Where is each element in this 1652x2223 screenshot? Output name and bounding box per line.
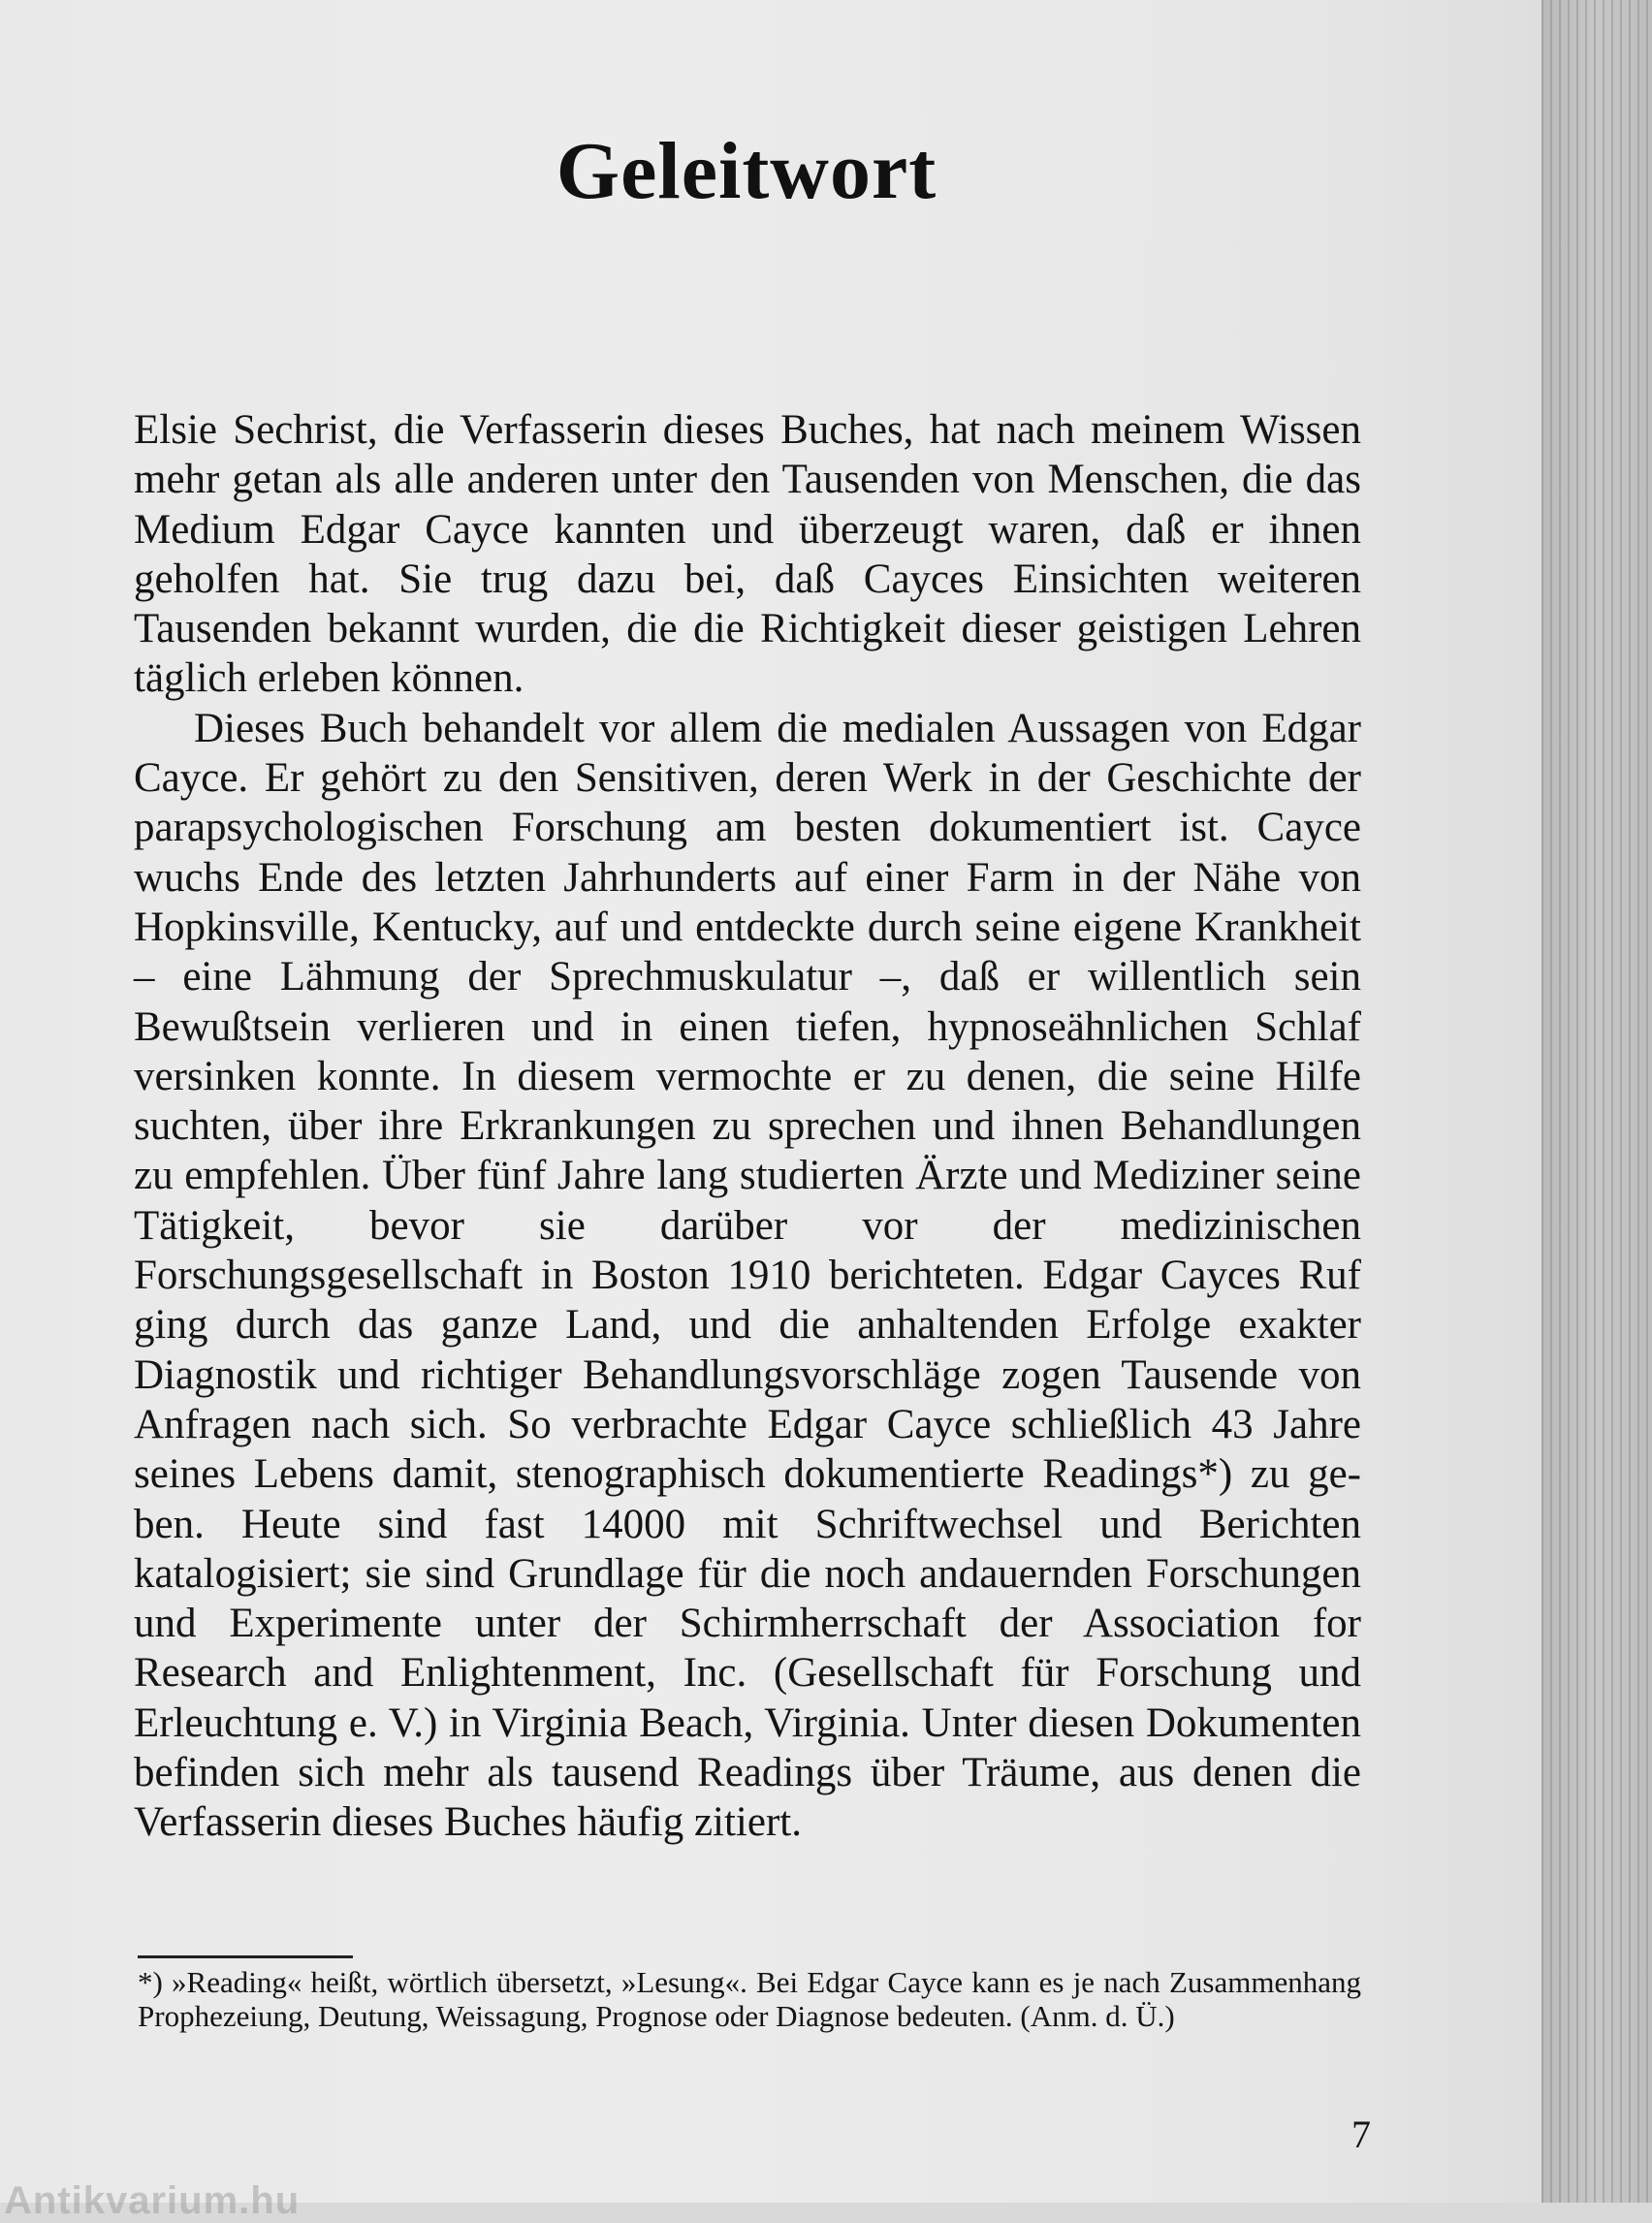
page-number: 7: [1351, 2112, 1371, 2156]
page-stack-edge: [1541, 0, 1652, 2203]
footnote: *) »Reading« heißt, wörtlich übersetzt, »Lesung«. Bei Edgar Cayce kann es je nach Zusammenhang Prophezeiung, Deutung, Weissagung, Prognose oder Diagnose bedeuten. (Anm. d. Ü.): [138, 1965, 1361, 2033]
paragraph-1: Elsie Sechrist, die Verfasserin dieses Buches, hat nach meinem Wissen mehr getan als alle anderen unter den Tausenden von Menschen, die das Medium Edgar Cayce kannten und überzeugt waren, daß er ihnen geholfen hat. Sie trug dazu bei, daß Cayces Einsichten weiteren Tausenden bekannt wurden, die die Richtigkeit dieser geistigen Lehren täglich erleben können.: [134, 407, 1361, 702]
footnote-rule: [138, 1955, 353, 1958]
watermark: Antikvarium.hu: [4, 2179, 301, 2222]
body-text: [134, 405, 1361, 1848]
page-title: Geleitwort: [556, 126, 937, 217]
paragraph-2: Dieses Buch behandelt vor allem die medialen Aussagen von Edgar Cayce. Er gehört zu den Sensitiven, deren Werk in der Geschichte der parapsychologischen Forschung am besten dokumentiert ist. Cayce wuchs Ende des letzten Jahrhunderts auf einer Farm in der Nähe von Hopkinsville, Kentucky, auf und entdeckte durch seine eigene Krankheit – eine Lähmung der Sprechmuskulatur –, daß er willentlich sein Bewußtsein verlieren und in einen tiefen, hypnoseähnlichen Schlaf versinken konnte. In diesem vermochte er zu denen, die seine Hilfe suchten, über ihre Erkrankungen zu sprechen und ihnen Behandlungen zu empfehlen. Über fünf Jahre lang studierten Ärzte und Mediziner seine Tätigkeit, bevor sie darüber vor der medizinischen Forschungsgesellschaft in Boston 1910 berichteten. Edgar Cayces Ruf ging durch das ganze Land, und die anhaltenden Erfolge exakter Diagnostik und richtiger Behandlungsvorschläge zogen Tausende von Anfragen nach sich. So verbrachte Edgar Cayce schließlich 43 Jahre seines Lebens damit, stenographisch dokumentierte Readings*) zu geben. Heute sind fast 14000 mit Schriftwechsel und Berichten katalogisiert; sie sind Grundlage für die noch andauernden Forschungen und Experimente unter der Schirmherrschaft der Association for Research and Enlightenment, Inc. (Gesellschaft für Forschung und Erleuchtung e. V.) in Virginia Beach, Virginia. Unter diesen Dokumenten befinden sich mehr als tausend Readings über Träume, aus denen die Verfasserin dieses Buches häufig zitiert.: [134, 705, 1361, 1846]
